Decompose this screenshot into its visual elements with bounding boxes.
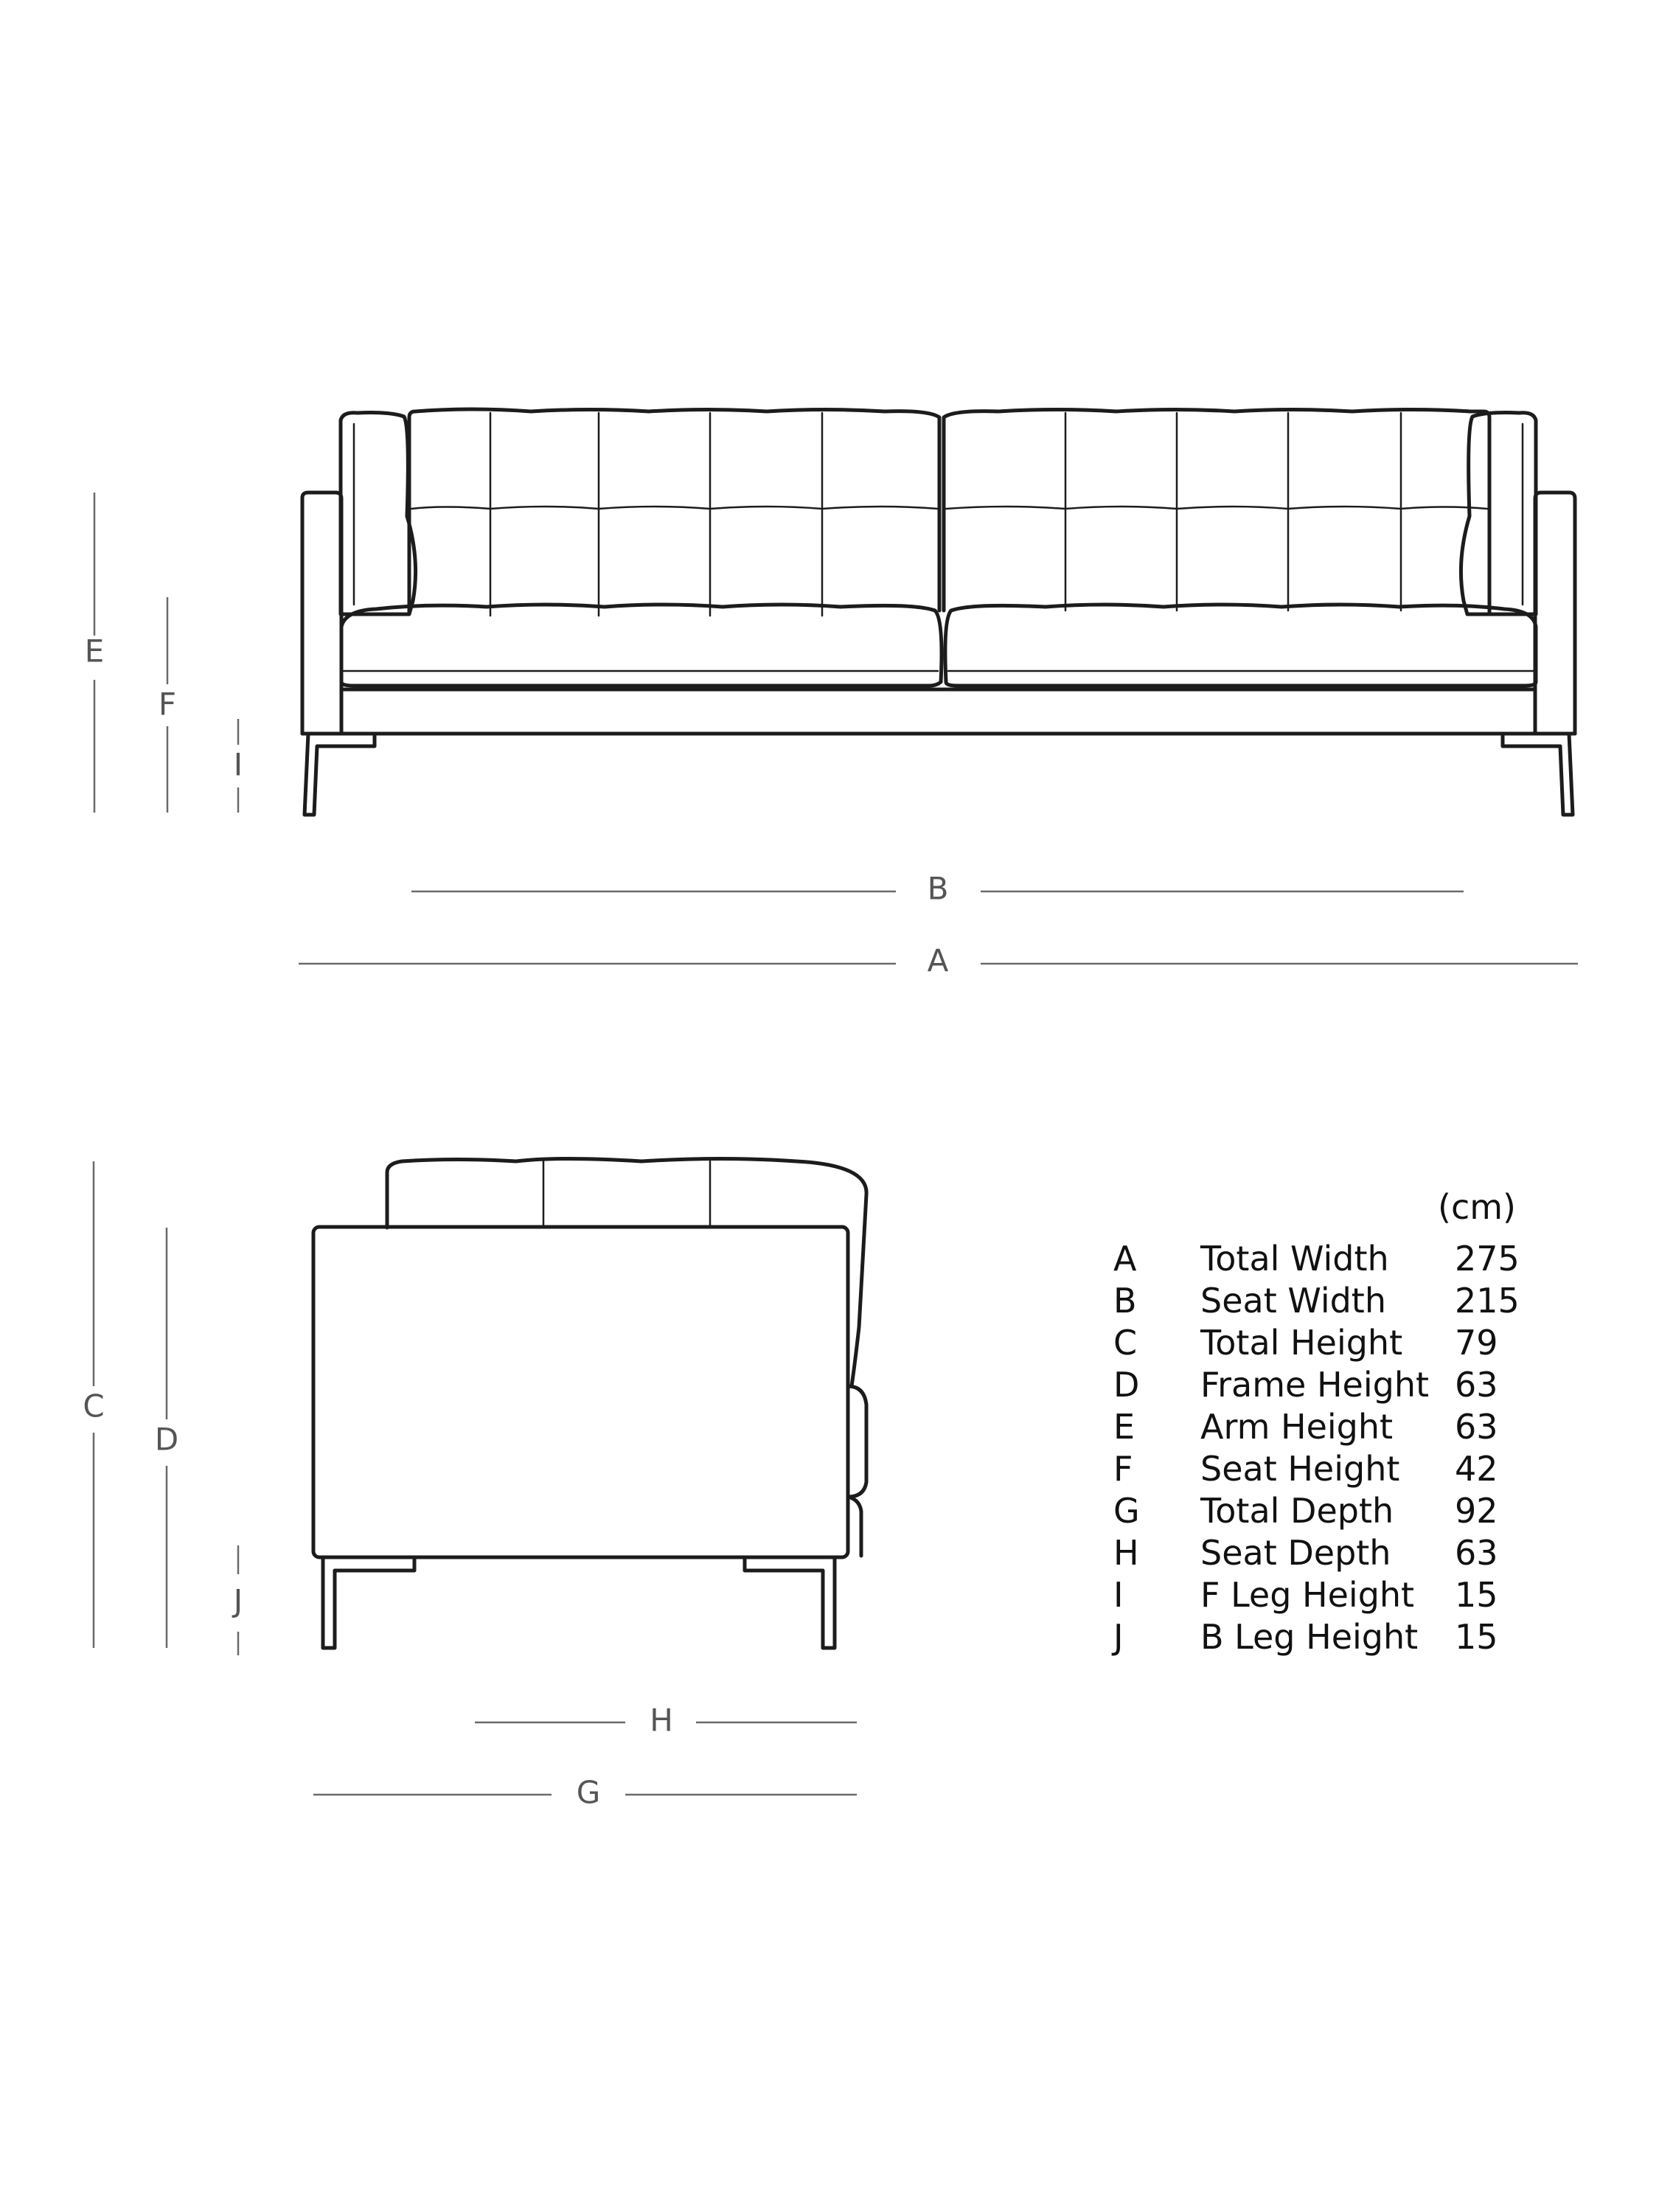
seat-cushion-left bbox=[341, 605, 942, 686]
front-right-leg bbox=[1503, 734, 1573, 815]
side-front-leg bbox=[745, 1557, 835, 1648]
dimension-value: 15 bbox=[1455, 1617, 1498, 1657]
side-view bbox=[313, 1159, 866, 1649]
right-bolster bbox=[1461, 413, 1536, 614]
dimension-name: Frame Height bbox=[1200, 1365, 1430, 1405]
label-A: A bbox=[927, 942, 949, 979]
side-back-cushion bbox=[387, 1159, 866, 1387]
dimension-key: I bbox=[1113, 1575, 1124, 1615]
side-seat-cushion bbox=[848, 1386, 866, 1556]
dimension-name: Seat Height bbox=[1200, 1449, 1400, 1489]
dimension-key: A bbox=[1113, 1239, 1137, 1279]
right-arm bbox=[1535, 493, 1575, 734]
side-back-leg bbox=[323, 1557, 414, 1648]
dimension-name: B Leg Height bbox=[1200, 1617, 1419, 1657]
dimension-value: 79 bbox=[1455, 1323, 1498, 1363]
label-E: E bbox=[84, 633, 105, 669]
seat-cushion-right bbox=[945, 605, 1536, 686]
dimension-value: 215 bbox=[1455, 1281, 1520, 1321]
back-cushion bbox=[409, 409, 1489, 612]
dimension-value: 92 bbox=[1455, 1491, 1498, 1531]
dimension-name: Total Depth bbox=[1200, 1491, 1394, 1531]
base-frame bbox=[302, 689, 1575, 734]
label-J: J bbox=[233, 1582, 243, 1619]
dimension-key: G bbox=[1113, 1491, 1140, 1531]
dimension-value: 63 bbox=[1455, 1533, 1498, 1573]
dimension-key: J bbox=[1113, 1617, 1124, 1657]
dimension-value: 275 bbox=[1455, 1239, 1520, 1279]
dimension-value: 42 bbox=[1455, 1449, 1498, 1489]
dimension-value: 63 bbox=[1455, 1365, 1498, 1405]
dimension-value: 15 bbox=[1455, 1575, 1498, 1615]
dimension-name: Seat Width bbox=[1200, 1281, 1386, 1321]
back-tufting bbox=[411, 413, 1487, 616]
dimension-key: D bbox=[1113, 1365, 1140, 1405]
dimension-value: 63 bbox=[1455, 1407, 1498, 1447]
units-label: (cm) bbox=[1438, 1187, 1516, 1227]
dimension-name: Total Width bbox=[1200, 1239, 1389, 1279]
dimension-name: Seat Depth bbox=[1200, 1533, 1391, 1573]
left-bolster bbox=[341, 413, 416, 614]
dimension-key: H bbox=[1113, 1533, 1139, 1573]
dimension-name: F Leg Height bbox=[1200, 1575, 1415, 1615]
dimension-name: Total Height bbox=[1200, 1323, 1403, 1363]
dimension-name: Arm Height bbox=[1200, 1407, 1394, 1447]
label-F: F bbox=[158, 686, 177, 723]
dimension-key: C bbox=[1113, 1323, 1138, 1363]
dimension-key: B bbox=[1113, 1281, 1137, 1321]
label-D: D bbox=[154, 1421, 179, 1458]
front-view bbox=[302, 409, 1575, 815]
side-dimensions bbox=[83, 1161, 857, 1811]
label-I: I bbox=[233, 746, 243, 783]
label-H: H bbox=[650, 1702, 673, 1739]
side-frame bbox=[313, 1227, 848, 1557]
label-B: B bbox=[927, 870, 949, 907]
label-C: C bbox=[83, 1388, 105, 1425]
front-left-leg bbox=[305, 734, 375, 815]
dimension-key: E bbox=[1113, 1407, 1135, 1447]
left-arm bbox=[302, 493, 341, 734]
label-G: G bbox=[576, 1774, 601, 1811]
dimension-key: F bbox=[1113, 1449, 1133, 1489]
